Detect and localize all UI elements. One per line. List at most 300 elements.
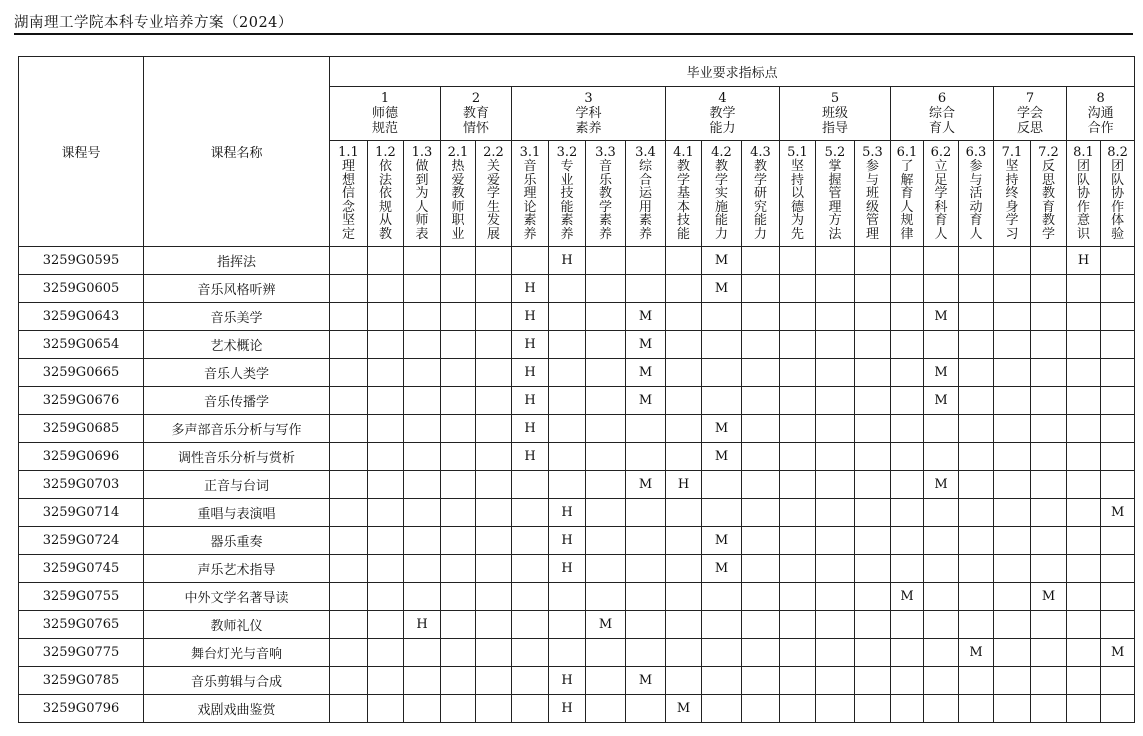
support-level-cell xyxy=(666,247,702,275)
course-code-cell: 3259G0765 xyxy=(19,611,144,639)
course-name-cell: 艺术概论 xyxy=(144,331,330,359)
support-level-cell xyxy=(959,415,994,443)
group-l1-text: 学科 xyxy=(575,106,602,121)
indicator-number: 3.1 xyxy=(519,145,541,161)
support-level-cell xyxy=(742,527,780,555)
support-level-cell xyxy=(368,331,404,359)
indicator-number: 4.3 xyxy=(750,145,771,161)
course-code-cell: 3259G0724 xyxy=(19,527,144,555)
group-l2-text: 育人 xyxy=(928,121,955,136)
indicator-label: 团队协作意识 xyxy=(1076,159,1090,242)
indicator-label: 理想信念坚定 xyxy=(341,159,355,242)
support-level-cell xyxy=(924,667,959,695)
indicator-label: 音乐教学素养 xyxy=(598,159,612,242)
indicator-number: 7.2 xyxy=(1038,145,1059,161)
support-level-cell xyxy=(891,471,924,499)
support-level-cell xyxy=(994,443,1031,471)
support-level-cell xyxy=(959,499,994,527)
table-row xyxy=(19,359,1135,387)
support-level-cell xyxy=(368,471,404,499)
group-l2-text: 规范 xyxy=(371,121,398,136)
support-level-cell xyxy=(1101,695,1135,723)
support-level-cell xyxy=(742,583,780,611)
support-level-cell xyxy=(855,303,891,331)
support-level-cell xyxy=(1067,443,1101,471)
course-code-cell: 3259G0696 xyxy=(19,443,144,471)
support-level-cell xyxy=(855,639,891,667)
table-row xyxy=(19,527,1135,555)
support-level-cell xyxy=(368,527,404,555)
support-level-cell xyxy=(1101,667,1135,695)
table-row xyxy=(19,639,1135,667)
table-row xyxy=(19,303,1135,331)
support-level-cell xyxy=(742,387,780,415)
support-level-cell xyxy=(816,443,855,471)
support-level-cell xyxy=(368,499,404,527)
indicator-number: 6.2 xyxy=(930,145,952,161)
support-level-cell xyxy=(780,499,816,527)
support-level-cell xyxy=(959,275,994,303)
support-level-cell xyxy=(368,303,404,331)
support-level-cell xyxy=(959,611,994,639)
group-num-text: 1 xyxy=(380,91,390,106)
support-level-cell xyxy=(994,275,1031,303)
support-level-cell xyxy=(891,555,924,583)
support-level-cell xyxy=(404,303,441,331)
support-level-cell xyxy=(404,275,441,303)
indicator-number: 2.2 xyxy=(483,145,504,161)
table-row xyxy=(19,331,1135,359)
support-level-cell xyxy=(742,275,780,303)
support-level-cell xyxy=(816,611,855,639)
indicator-number: 1.1 xyxy=(338,145,359,161)
support-level-cell: M xyxy=(924,471,959,499)
support-level-cell xyxy=(549,583,586,611)
support-level-cell: M xyxy=(666,695,702,723)
support-level-cell xyxy=(1067,499,1101,527)
support-level-cell xyxy=(924,583,959,611)
support-level-cell xyxy=(924,331,959,359)
support-level-cell xyxy=(476,247,512,275)
requirement-group-header xyxy=(780,87,891,141)
support-level-cell: H xyxy=(549,499,586,527)
requirement-group-header xyxy=(666,87,780,141)
support-level-cell xyxy=(330,331,368,359)
support-level-cell xyxy=(368,667,404,695)
support-level-cell xyxy=(780,415,816,443)
support-level-cell xyxy=(924,555,959,583)
support-level-cell xyxy=(780,303,816,331)
support-level-cell xyxy=(512,247,549,275)
support-level-cell xyxy=(476,303,512,331)
support-level-cell xyxy=(959,331,994,359)
support-level-cell xyxy=(742,499,780,527)
support-level-cell xyxy=(994,415,1031,443)
support-level-cell xyxy=(404,527,441,555)
course-code-cell: 3259G0654 xyxy=(19,331,144,359)
support-level-cell xyxy=(549,471,586,499)
support-level-cell: M xyxy=(626,331,666,359)
support-level-cell xyxy=(476,275,512,303)
support-level-cell xyxy=(404,247,441,275)
support-level-cell: H xyxy=(512,275,549,303)
support-level-cell xyxy=(816,583,855,611)
indicator-label: 坚持以德为先 xyxy=(790,159,804,242)
support-level-cell: M xyxy=(626,471,666,499)
support-level-cell xyxy=(816,303,855,331)
support-level-cell: M xyxy=(1101,639,1135,667)
indicator-header xyxy=(816,141,855,247)
indicator-number: 3.4 xyxy=(635,145,656,161)
support-level-cell xyxy=(626,247,666,275)
support-level-cell: M xyxy=(959,639,994,667)
support-level-cell: M xyxy=(1101,499,1135,527)
support-level-cell xyxy=(780,667,816,695)
support-level-cell xyxy=(1031,611,1067,639)
support-level-cell xyxy=(549,443,586,471)
group-l2-text: 情怀 xyxy=(462,121,489,136)
indicator-number: 4.2 xyxy=(711,145,732,161)
support-level-cell xyxy=(330,471,368,499)
support-level-cell xyxy=(476,359,512,387)
group-l1-text: 师德 xyxy=(371,106,398,121)
support-level-cell xyxy=(586,471,626,499)
indicator-header xyxy=(959,141,994,247)
column-header-course-code: 课程号 xyxy=(19,57,144,247)
support-level-cell xyxy=(549,275,586,303)
support-level-cell xyxy=(1031,443,1067,471)
support-level-cell xyxy=(476,527,512,555)
indicator-number: 5.1 xyxy=(787,145,808,161)
indicator-header xyxy=(404,141,441,247)
requirement-group-header xyxy=(330,87,441,141)
graduation-requirements-header: 毕业要求指标点 xyxy=(330,57,1135,87)
support-level-cell xyxy=(512,611,549,639)
support-level-cell xyxy=(441,471,476,499)
support-level-cell xyxy=(742,611,780,639)
support-level-cell xyxy=(441,387,476,415)
support-level-cell xyxy=(368,695,404,723)
support-level-cell: M xyxy=(702,247,742,275)
support-level-cell xyxy=(994,387,1031,415)
support-level-cell xyxy=(441,555,476,583)
support-level-cell xyxy=(330,443,368,471)
support-level-cell xyxy=(959,247,994,275)
support-level-cell xyxy=(512,499,549,527)
support-level-cell xyxy=(780,639,816,667)
support-level-cell xyxy=(476,471,512,499)
support-level-cell: M xyxy=(702,555,742,583)
support-level-cell xyxy=(816,527,855,555)
support-level-cell xyxy=(404,331,441,359)
support-level-cell xyxy=(702,303,742,331)
support-level-cell xyxy=(924,527,959,555)
support-level-cell xyxy=(742,555,780,583)
support-level-cell xyxy=(1101,443,1135,471)
support-level-cell xyxy=(816,695,855,723)
support-level-cell xyxy=(855,583,891,611)
indicator-header xyxy=(549,141,586,247)
indicator-header xyxy=(1031,141,1067,247)
support-level-cell xyxy=(476,331,512,359)
course-name-cell: 中外文学名著导读 xyxy=(144,583,330,611)
support-level-cell xyxy=(924,415,959,443)
indicator-header xyxy=(780,141,816,247)
support-level-cell xyxy=(855,443,891,471)
indicator-label: 参与班级管理 xyxy=(865,159,879,242)
course-name-cell: 戏剧戏曲鉴赏 xyxy=(144,695,330,723)
support-level-cell xyxy=(994,527,1031,555)
support-level-cell xyxy=(1067,695,1101,723)
support-level-cell xyxy=(924,695,959,723)
support-level-cell xyxy=(1031,275,1067,303)
support-level-cell: H xyxy=(1067,247,1101,275)
support-level-cell xyxy=(368,247,404,275)
support-level-cell xyxy=(855,387,891,415)
support-level-cell xyxy=(855,695,891,723)
support-level-cell xyxy=(702,667,742,695)
support-level-cell xyxy=(586,247,626,275)
group-l2-text: 指导 xyxy=(821,121,848,136)
support-level-cell xyxy=(586,303,626,331)
support-level-cell: H xyxy=(404,611,441,639)
indicator-header xyxy=(924,141,959,247)
support-level-cell xyxy=(404,499,441,527)
table-row xyxy=(19,247,1135,275)
indicator-number: 1.2 xyxy=(375,145,396,161)
course-code-cell: 3259G0796 xyxy=(19,695,144,723)
support-level-cell xyxy=(742,359,780,387)
support-level-cell: H xyxy=(549,695,586,723)
support-level-cell xyxy=(780,471,816,499)
indicator-number: 8.1 xyxy=(1073,145,1094,161)
support-level-cell xyxy=(1031,555,1067,583)
course-code-cell: 3259G0665 xyxy=(19,359,144,387)
indicator-label: 立足学科育人 xyxy=(934,159,948,242)
support-level-cell xyxy=(742,415,780,443)
support-level-cell xyxy=(330,387,368,415)
support-level-cell xyxy=(959,303,994,331)
table-row xyxy=(19,275,1135,303)
group-l1-text: 沟通 xyxy=(1087,106,1114,121)
support-level-cell xyxy=(441,499,476,527)
support-level-cell xyxy=(586,359,626,387)
support-level-cell xyxy=(780,247,816,275)
support-level-cell xyxy=(441,667,476,695)
support-level-cell xyxy=(1101,527,1135,555)
indicator-label: 掌握管理方法 xyxy=(828,159,842,242)
support-level-cell xyxy=(666,359,702,387)
support-level-cell xyxy=(1067,611,1101,639)
support-level-cell: M xyxy=(586,611,626,639)
support-level-cell xyxy=(586,275,626,303)
support-level-cell xyxy=(702,583,742,611)
support-level-cell xyxy=(368,359,404,387)
support-level-cell xyxy=(441,275,476,303)
course-code-cell: 3259G0755 xyxy=(19,583,144,611)
indicator-header xyxy=(330,141,368,247)
support-level-cell xyxy=(1067,359,1101,387)
course-name-cell: 调性音乐分析与赏析 xyxy=(144,443,330,471)
support-level-cell: M xyxy=(702,443,742,471)
support-level-cell xyxy=(924,275,959,303)
requirement-group-header xyxy=(994,87,1067,141)
indicator-label: 关爱学生发展 xyxy=(486,159,500,242)
support-level-cell xyxy=(1031,303,1067,331)
support-level-cell xyxy=(586,331,626,359)
support-level-cell xyxy=(404,667,441,695)
support-level-cell xyxy=(666,555,702,583)
course-name-cell: 音乐人类学 xyxy=(144,359,330,387)
indicator-label: 综合运用素养 xyxy=(638,159,652,242)
course-code-cell: 3259G0703 xyxy=(19,471,144,499)
support-level-cell xyxy=(816,555,855,583)
support-level-cell xyxy=(994,331,1031,359)
support-level-cell xyxy=(780,387,816,415)
support-level-cell: M xyxy=(702,527,742,555)
support-level-cell xyxy=(441,247,476,275)
table-row xyxy=(19,667,1135,695)
support-level-cell xyxy=(702,695,742,723)
support-level-cell xyxy=(586,639,626,667)
support-level-cell xyxy=(1101,331,1135,359)
support-level-cell xyxy=(1067,331,1101,359)
support-level-cell xyxy=(780,695,816,723)
course-name-cell: 指挥法 xyxy=(144,247,330,275)
support-level-cell xyxy=(702,471,742,499)
support-level-cell xyxy=(549,415,586,443)
support-level-cell xyxy=(626,415,666,443)
support-level-cell xyxy=(1067,527,1101,555)
indicator-label: 了解育人规律 xyxy=(900,159,914,242)
indicator-header xyxy=(855,141,891,247)
support-level-cell xyxy=(330,303,368,331)
support-level-cell xyxy=(666,611,702,639)
support-level-cell xyxy=(994,639,1031,667)
requirement-group-header xyxy=(441,87,512,141)
support-level-cell xyxy=(959,555,994,583)
support-level-cell xyxy=(742,331,780,359)
group-num-text: 5 xyxy=(830,91,840,106)
indicator-header xyxy=(994,141,1031,247)
support-level-cell xyxy=(586,527,626,555)
support-level-cell: H xyxy=(512,443,549,471)
group-l1-text: 学会 xyxy=(1016,106,1043,121)
support-level-cell: H xyxy=(549,247,586,275)
support-level-cell xyxy=(441,695,476,723)
support-level-cell xyxy=(959,695,994,723)
support-level-cell xyxy=(742,247,780,275)
support-level-cell xyxy=(330,359,368,387)
support-level-cell xyxy=(1031,695,1067,723)
indicator-label: 参与活动育人 xyxy=(969,159,983,242)
support-level-cell xyxy=(742,471,780,499)
support-level-cell xyxy=(330,639,368,667)
support-level-cell xyxy=(626,639,666,667)
support-level-cell xyxy=(1031,639,1067,667)
support-level-cell xyxy=(586,387,626,415)
support-level-cell xyxy=(780,555,816,583)
support-level-cell xyxy=(368,443,404,471)
support-level-cell xyxy=(404,583,441,611)
support-level-cell xyxy=(368,387,404,415)
support-level-cell xyxy=(330,695,368,723)
support-level-cell xyxy=(476,443,512,471)
support-level-cell: H xyxy=(549,555,586,583)
support-level-cell xyxy=(368,555,404,583)
support-level-cell xyxy=(586,499,626,527)
support-level-cell xyxy=(891,387,924,415)
support-level-cell xyxy=(994,359,1031,387)
support-level-cell: M xyxy=(626,303,666,331)
support-level-cell xyxy=(1031,359,1067,387)
group-l2-text: 合作 xyxy=(1087,121,1114,136)
support-level-cell xyxy=(1031,387,1067,415)
support-level-cell: H xyxy=(549,527,586,555)
support-level-cell xyxy=(1101,303,1135,331)
support-level-cell xyxy=(1031,667,1067,695)
support-level-cell xyxy=(512,555,549,583)
table-row xyxy=(19,471,1135,499)
support-level-cell xyxy=(666,583,702,611)
support-level-cell xyxy=(404,443,441,471)
support-level-cell xyxy=(476,555,512,583)
support-level-cell xyxy=(404,387,441,415)
support-level-cell xyxy=(666,639,702,667)
group-num-text: 3 xyxy=(584,91,593,106)
support-level-cell xyxy=(855,555,891,583)
support-level-cell xyxy=(1067,667,1101,695)
support-level-cell xyxy=(441,443,476,471)
support-level-cell xyxy=(441,359,476,387)
requirement-group-header xyxy=(1067,87,1135,141)
support-level-cell xyxy=(586,443,626,471)
support-level-cell xyxy=(855,415,891,443)
support-level-cell xyxy=(404,639,441,667)
support-level-cell xyxy=(994,611,1031,639)
support-level-cell xyxy=(1101,275,1135,303)
support-level-cell xyxy=(855,247,891,275)
indicator-number: 1.3 xyxy=(411,145,433,161)
indicator-header xyxy=(891,141,924,247)
support-level-cell xyxy=(666,303,702,331)
indicator-label: 热爱教师职业 xyxy=(451,159,465,242)
indicator-header xyxy=(512,141,549,247)
table-row xyxy=(19,387,1135,415)
support-level-cell xyxy=(666,275,702,303)
support-level-cell xyxy=(816,331,855,359)
course-name-cell: 重唱与表演唱 xyxy=(144,499,330,527)
support-level-cell xyxy=(586,583,626,611)
support-level-cell xyxy=(1031,527,1067,555)
support-level-cell xyxy=(476,695,512,723)
support-level-cell xyxy=(330,415,368,443)
support-level-cell xyxy=(441,331,476,359)
support-level-cell xyxy=(1067,583,1101,611)
support-level-cell xyxy=(1067,639,1101,667)
support-level-cell xyxy=(404,359,441,387)
support-level-cell xyxy=(891,331,924,359)
support-level-cell xyxy=(666,667,702,695)
support-level-cell xyxy=(1031,415,1067,443)
support-level-cell xyxy=(586,555,626,583)
support-level-cell xyxy=(626,527,666,555)
support-level-cell xyxy=(1101,555,1135,583)
column-header-course-name: 课程名称 xyxy=(144,57,330,247)
support-level-cell xyxy=(441,611,476,639)
support-level-cell xyxy=(855,499,891,527)
support-level-cell xyxy=(1031,471,1067,499)
